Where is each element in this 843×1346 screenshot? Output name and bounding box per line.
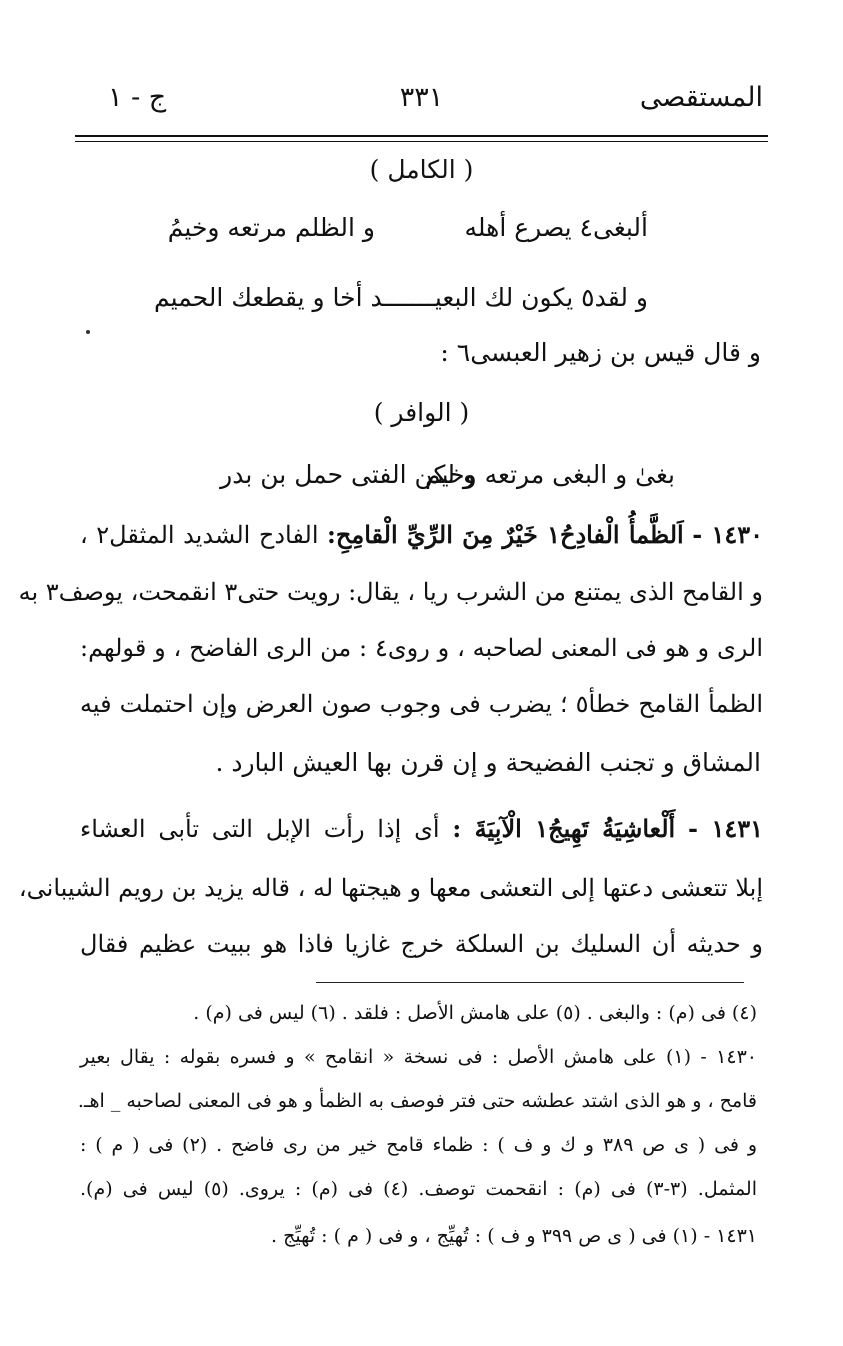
- running-head: [80, 78, 763, 128]
- footnote-line: (٤) فى (م) : والبغى . (٥) على هامش الأصل : فلقد . (٦) ليس فى (م) .: [193, 1002, 757, 1024]
- entry-1430-line: الرى و هو فى المعنى لصاحبه ، و روى٤ : من الرى الفاضح ، و قولهم:: [80, 634, 763, 662]
- entry-1430-line: الظمأ القامح خطأ٥ ؛ يضرب فى وجوب صون العرض وإن احتملت فيه: [80, 690, 763, 718]
- proverb-headword: اَلظَّمأُ الْفادِحُ١ خَيْرٌ مِنَ الرِّيِّ الْقامِحِ:: [327, 520, 684, 549]
- entry-1431-headline: [80, 814, 763, 843]
- verse1-first-hemistich: ألبغى٤ يصرع أهله: [464, 213, 648, 242]
- header-rule-thick: [75, 135, 768, 137]
- entry-1431-line: و حديثه أن السليك بن السلكة خرج غازيا فاذا هو ببيت عظيم فقال: [80, 930, 763, 958]
- footnote-line: المثمل. (٣-٣) فى (م) : انقحمت توصف. (٤) فى (م) : يروى. (٥) ليس فى (م).: [80, 1178, 757, 1200]
- header-rule-thin: [75, 141, 768, 142]
- poem2-verse-first: و لكن الفتى حمل بن بدر: [220, 460, 475, 489]
- entry-text: أى إذا رأت الإبل التى تأبى العشاء: [80, 815, 440, 843]
- entry-1430-line: المشاق و تجنب الفضيحة و إن قرن بها العيش البارد .: [215, 748, 761, 777]
- entry-1430-headline: [80, 520, 763, 549]
- footnote-rule: [316, 982, 744, 983]
- entry-text: الفادح الشديد المثقل٢ ،: [80, 521, 319, 549]
- meter-heading-wafir: ( الوافر ): [373, 398, 470, 427]
- volume-label: ج - ١: [108, 82, 167, 113]
- verse2: و لقد٥ يكون لك البعيـــــــد أخا و يقطعك الحميم: [154, 283, 648, 312]
- footnote-line: ١٤٣١ - (١) فى ( ى ص ٣٩٩ و ف ) : تُهيِّج ، و فى ( م ) : تُهيِّج .: [271, 1225, 757, 1247]
- proverb-headword: أَلْعاشِيَةُ تَهِيجُ١ الْآبِيَةَ :: [452, 814, 676, 843]
- attribution: و قال قيس بن زهير العبسى٦ :: [440, 338, 761, 367]
- entry-1431-line: إبلا تتعشى دعتها إلى التعشى معها و هيجتها له ، قاله يزيد بن رويم الشيبانى،: [18, 874, 763, 902]
- page-number: ٣٣١: [399, 82, 444, 113]
- footnote-line: ١٤٣٠ - (١) على هامش الأصل : فى نسخة « انقامح » و فسره بقوله : يقال بعير: [80, 1046, 757, 1068]
- footnote-line: و فى ( ى ص ٣٨٩ و ك و ف ) : ظماء قامح خير من رى فاضح . (٢) فى ( م ) :: [80, 1134, 758, 1156]
- entry-1430-line: و القامح الذى يمتنع من الشرب ريا ، يقال: رويت حتى٣ انقمحت، يوصف٣ به: [18, 578, 763, 606]
- meter-heading-kamil: ( الكامل ): [369, 155, 474, 184]
- book-title: المستقصى: [639, 82, 763, 113]
- poem2-verse-second: بغىٰ و البغى مرتعه وخيم: [424, 460, 675, 489]
- verse1-second-hemistich: و الظلم مرتعه وخيمُ: [167, 213, 375, 242]
- entry-number: ١٤٣١ -: [688, 814, 764, 843]
- footnote-line: قامح ، و هو الذى اشتد عطشه حتى فتر فوصف به الظمأ و هو فى المعنى لصاحبه _ اهـ.: [77, 1090, 757, 1112]
- entry-number: ١٤٣٠ -: [692, 520, 764, 549]
- ink-speck: [86, 330, 90, 334]
